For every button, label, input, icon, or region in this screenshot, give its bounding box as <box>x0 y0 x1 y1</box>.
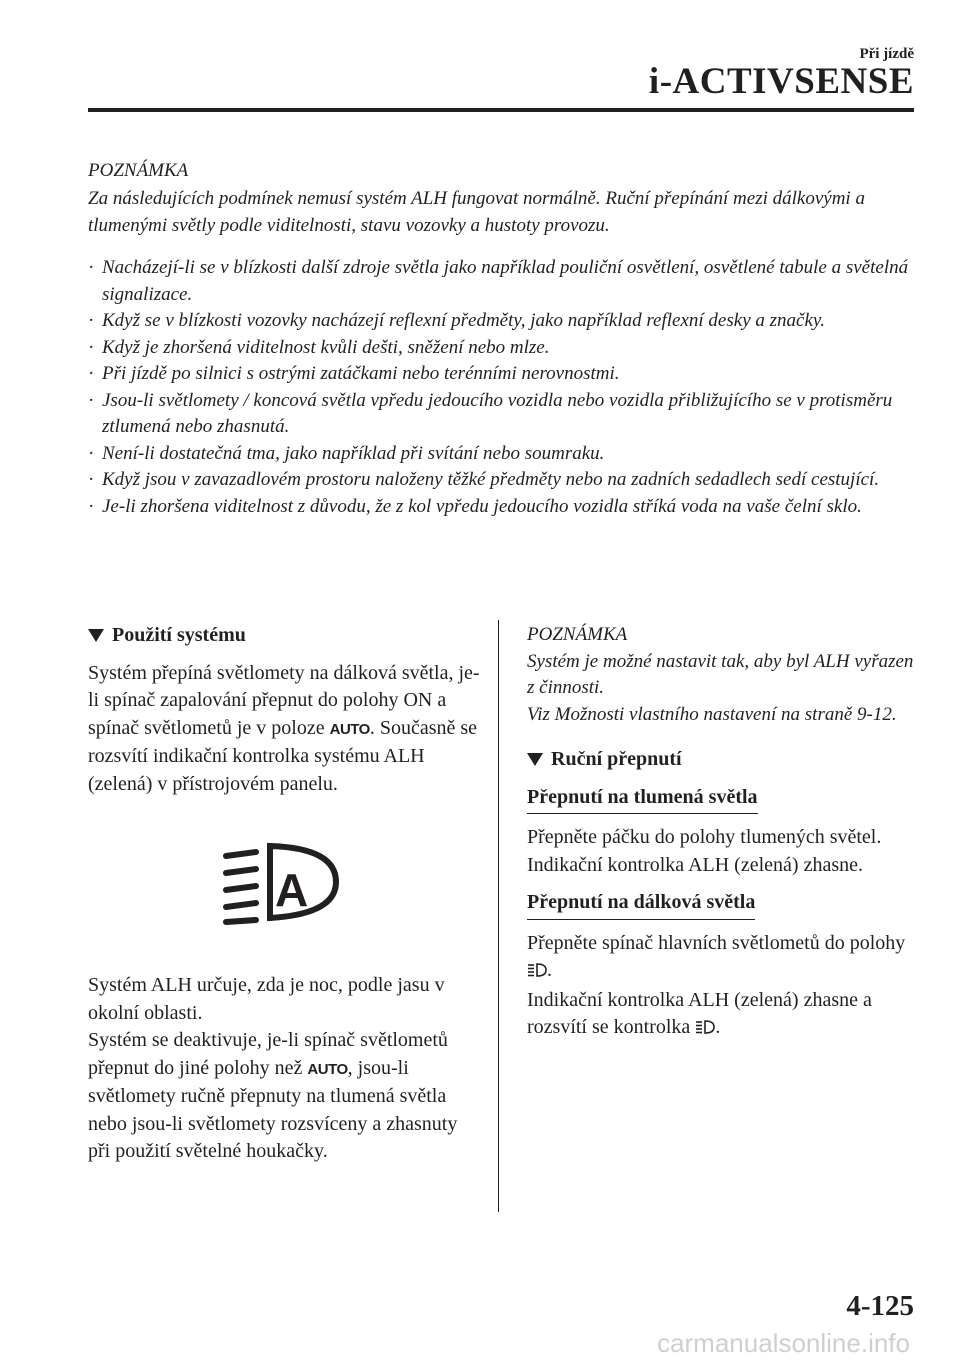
bullet-text: Když je zhoršená viditelnost kvůli dešti, sněžení nebo mlze. <box>102 336 550 358</box>
note-bullet-item <box>88 494 918 521</box>
triangle-bullet-icon <box>88 629 104 642</box>
section-heading-label: Použití systému <box>112 624 246 646</box>
svg-text:A: A <box>275 864 309 916</box>
high-beam-icon <box>527 959 547 987</box>
high-beam-step-text: Přepněte spínač hlavních světlometů do polohy <box>527 931 906 954</box>
note-bullet-item <box>88 467 918 494</box>
high-beam-icon <box>695 1016 715 1044</box>
note-bullet-item <box>88 361 918 388</box>
section-label: Při jízdě <box>859 46 914 62</box>
bullet-dot: · <box>88 442 95 464</box>
watermark <box>0 1326 960 1362</box>
paragraph-usage <box>88 660 483 799</box>
alh-indicator-icon <box>218 836 343 926</box>
note-bullet-list <box>88 255 918 520</box>
high-beam-result <box>527 987 922 1044</box>
low-beam-step: Přepněte páčku do polohy tlumených světel. <box>527 826 882 848</box>
page-number: 4-125 <box>846 1290 914 1322</box>
low-beam-result: Indikační kontrolka ALH (zelená) zhasne. <box>527 853 863 876</box>
high-beam-result-end: . <box>715 1016 721 1038</box>
bullet-text: Jsou-li světlomety / koncová světla vpředu jedoucího vozidla nebo vozidla přibližujícího se v protisměru ztlumená nebo zhasnutá. <box>102 389 893 437</box>
low-beam-heading: Přepnutí na tlumená světla <box>527 784 758 815</box>
deactivate-text: Systém se deaktivuje, je-li spínač světlometů přepnut do jiné polohy než <box>88 1029 448 1079</box>
chapter-title: i-ACTIVSENSE <box>648 61 914 102</box>
paragraph-night: Systém ALH určuje, zda je noc, podle jasu v okolní oblasti. <box>88 974 445 1024</box>
note-bullet-item <box>88 388 918 441</box>
section-heading <box>88 622 483 650</box>
section-heading-label: Ruční přepnutí <box>551 748 682 770</box>
watermark-text: carmanualsonline.info <box>657 1328 910 1358</box>
note-reference: Viz Možnosti vlastního nastavení na straně 9-12. <box>527 703 897 725</box>
bullet-text: Není-li dostatečná tma, jako například při svítání nebo soumraku. <box>102 442 605 464</box>
auto-label: AUTO <box>329 720 370 738</box>
bullet-text: Při jízdě po silnici s ostrými zatáčkami nebo terénními nerovnostmi. <box>102 363 620 384</box>
note-text: Za následujících podmínek nemusí systém ALH fungovat normálně. Ruční přepínání mezi dálkovými a tlumenými světly podle viditelnosti, stavu vozovky a hustoty provozu. <box>88 188 865 236</box>
note-bullet-item <box>88 308 918 335</box>
note-text: Systém je možné nastavit tak, aby byl ALH vyřazen z činnosti. <box>527 650 914 698</box>
bullet-dot: · <box>88 310 95 331</box>
bullet-text: Nacházejí-li se v blízkosti další zdroje světla jako například pouliční osvětlení, osvětlené tabule a světelná signalizace. <box>102 257 909 305</box>
bullet-dot: · <box>88 495 95 517</box>
section-heading <box>527 746 922 774</box>
bullet-dot: · <box>88 336 95 358</box>
high-beam-step-end: . <box>547 959 552 981</box>
bullet-dot: · <box>88 363 95 384</box>
bullet-dot: · <box>88 257 95 278</box>
note-bullet-item <box>88 255 918 308</box>
bullet-dot: · <box>88 469 95 490</box>
column-divider <box>498 620 499 1212</box>
auto-label: AUTO <box>307 1060 348 1078</box>
bullet-text: Když se v blízkosti vozovky nacházejí reflexní předměty, jako například reflexní desky a značky. <box>102 310 826 331</box>
note-box <box>527 622 922 728</box>
high-beam-step <box>527 930 922 987</box>
bullet-text: Když jsou v zavazadlovém prostoru naloženy těžké předměty nebo na zadních sedadlech sedí cestující. <box>102 469 880 490</box>
note-heading: POZNÁMKA <box>527 624 628 645</box>
usage-text: Systém přepíná světlomety na dálková světla, je-li spínač zapalování přepnut do polohy ON a spínač světlometů je v poloze <box>88 661 480 739</box>
note-bullet-item <box>88 335 918 362</box>
note-heading: POZNÁMKA <box>88 160 189 181</box>
bullet-text: Je-li zhoršena viditelnost z důvodu, že z kol vpředu jedoucího vozidla stříká voda na vaše čelní sklo. <box>102 495 862 517</box>
note-bullet-item <box>88 441 918 468</box>
deactivate-text-cont: , jsou-li světlomety ručně přepnuty na tlumená světla nebo jsou-li světlomety rozsvíceny a zhasnuty při použití světelné houkačky. <box>88 1056 458 1162</box>
high-beam-result-text: Indikační kontrolka ALH (zelená) zhasne a rozsvítí se kontrolka <box>527 988 872 1038</box>
right-column <box>527 622 922 1044</box>
high-beam-heading: Přepnutí na dálková světla <box>527 889 755 920</box>
header-rule <box>88 108 914 112</box>
left-column <box>88 622 483 1166</box>
usage-text-cont: . Současně se rozsvítí indikační kontrolka systému ALH (zelená) v přístrojovém panelu. <box>88 716 478 795</box>
paragraph-deactivate <box>88 1027 483 1166</box>
bullet-dot: · <box>88 389 95 411</box>
triangle-bullet-icon <box>527 753 543 766</box>
